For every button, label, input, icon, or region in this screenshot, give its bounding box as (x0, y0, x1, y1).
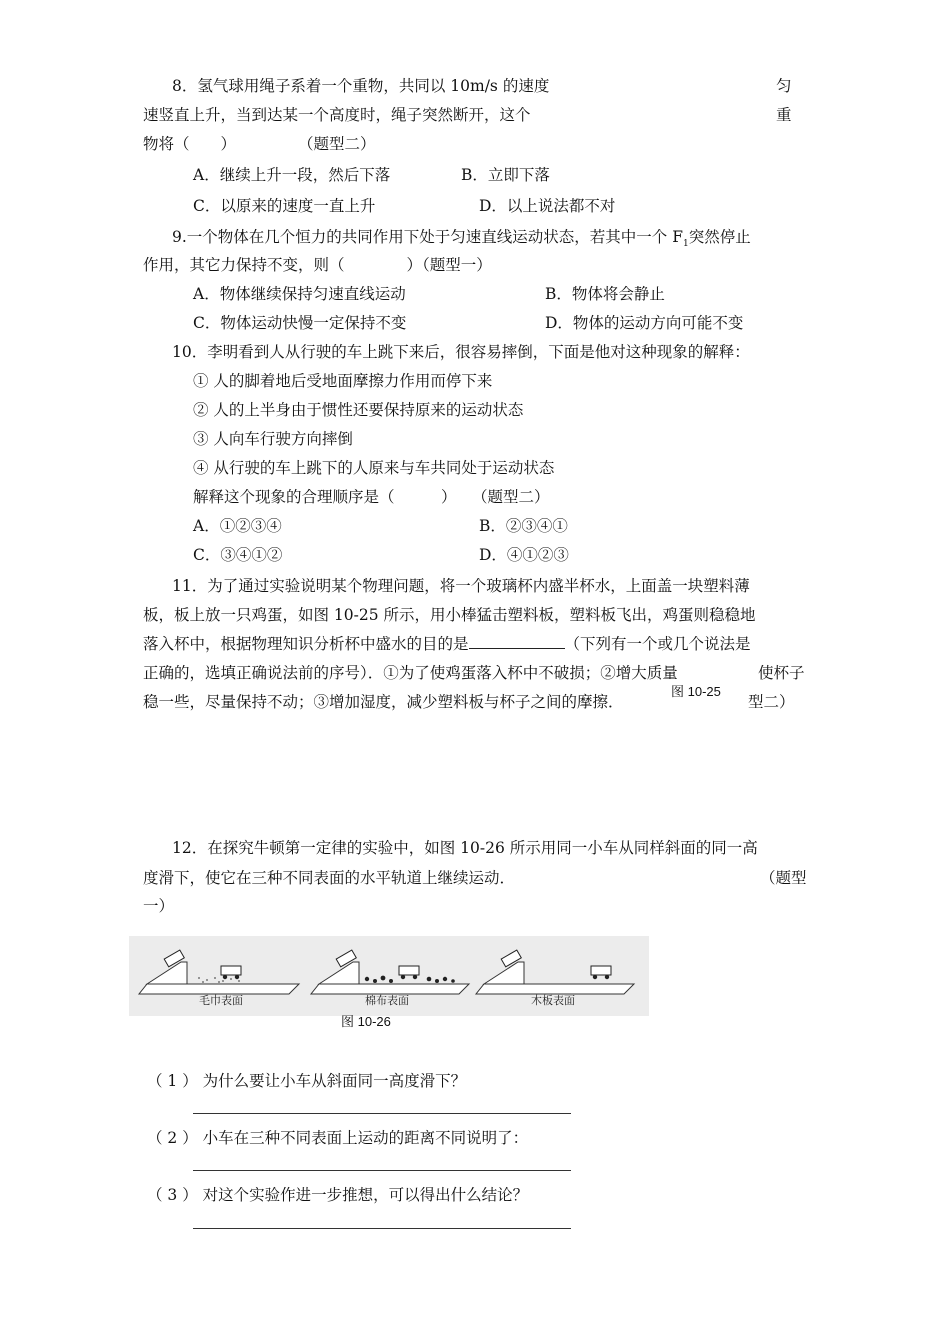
q9-line1-tail: 突然停止 (688, 228, 751, 246)
q9-option-c: C．物体运动快慢一定保持不变 (193, 314, 407, 332)
label-cotton-surface: 棉布表面 (365, 994, 409, 1007)
q10-option-d: D．④①②③ (479, 546, 569, 564)
q8-right1: 匀 (776, 77, 792, 95)
q12-tag-tail: 一） (143, 897, 175, 915)
q9-option-b: B．物体将会静止 (545, 285, 665, 303)
q8-option-a: A．继续上升一段，然后下落 (193, 166, 391, 184)
q12-sub-2-answer-line[interactable] (193, 1170, 571, 1171)
q10-statement-2: ② 人的上半身由于惯性还要保持原来的运动状态 (193, 401, 524, 419)
q10-option-a: A．①②③④ (193, 517, 282, 535)
q11-line3 (143, 634, 751, 654)
q11-line2: 板，板上放一只鸡蛋，如图 10-25 所示，用小棒猛击塑料板，塑料板飞出，鸡蛋则稳稳地 (143, 606, 756, 624)
q11-answer-blank[interactable] (469, 634, 565, 649)
q8-option-c: C．以原来的速度一直上升 (193, 197, 376, 215)
q11-line4: 正确的，选填正确说法前的序号）．①为了使鸡蛋落入杯中不破损；②增大质量 (143, 664, 678, 682)
q8-line3: 物将（ ） （题型二） (143, 135, 376, 153)
q12-sub-1: （ 1 ） 为什么要让小车从斜面同一高度滑下？ (147, 1072, 467, 1090)
q11-line3-tail: （下列有一个或几个说法是 (564, 635, 751, 653)
q9-subscript: 1 (682, 239, 689, 250)
q8-line1: 8．氢气球用绳子系着一个重物，共同以 10m/s 的速度 (172, 77, 550, 95)
q12-tag: （题型 (760, 869, 807, 887)
ramp-wood (476, 950, 634, 994)
q10-line1: 10．李明看到人从行驶的车上跳下来后，很容易摔倒，下面是他对这种现象的解释： (172, 343, 750, 361)
q11-line5-tail: 型二） (748, 693, 795, 711)
q12-sub-3-answer-line[interactable] (193, 1228, 571, 1229)
q10-option-c: C．③④①② (193, 546, 283, 564)
q12-sub-1-answer-line[interactable] (193, 1113, 571, 1114)
q9-line2: 作用，其它力保持不变，则（ ）（题型一） (143, 256, 492, 274)
q9-option-a: A．物体继续保持匀速直线运动 (193, 285, 406, 303)
label-wood-surface: 木板表面 (531, 994, 575, 1007)
ramp-towel (139, 950, 299, 994)
q10-statement-1: ① 人的脚着地后受地面摩擦力作用而停下来 (193, 372, 493, 390)
q11-line1: 11．为了通过实验说明某个物理问题，将一个玻璃杯内盛半杯水，上面盖一块塑料薄 (172, 577, 750, 595)
q12-sub-2: （ 2 ） 小车在三种不同表面上运动的距离不同说明了： (147, 1129, 529, 1147)
q12-line2: 度滑下，使它在三种不同表面的水平轨道上继续运动． (143, 869, 516, 887)
q10-statement-4: ④ 从行驶的车上跳下的人原来与车共同处于运动状态 (193, 459, 555, 477)
q9-line1-text: 9.一个物体在几个恒力的共同作用下处于匀速直线运动状态，若其中一个 F (172, 228, 683, 246)
q10-ask: 解释这个现象的合理顺序是（ ） （题型二） (193, 488, 550, 506)
q11-figure-caption: 图 10-25 (671, 684, 721, 699)
figure-10-26 (129, 936, 649, 1016)
q10-statement-3: ③ 人向车行驶方向摔倒 (193, 430, 353, 448)
q12-sub-3: （ 3 ） 对这个实验作进一步推想，可以得出什么结论？ (147, 1186, 529, 1204)
q8-option-b: B．立即下落 (461, 166, 550, 184)
q12-figure-caption: 图 10-26 (341, 1014, 391, 1029)
q9-option-d: D．物体的运动方向可能不变 (545, 314, 744, 332)
q8-line2: 速竖直上升，当到达某一个高度时，绳子突然断开，这个 (143, 106, 531, 124)
q12-line1: 12．在探究牛顿第一定律的实验中，如图 10-26 所示用同一小车从同样斜面的同一高 (172, 839, 758, 857)
q8-option-d: D．以上说法都不对 (479, 197, 616, 215)
q11-line3-text: 落入杯中，根据物理知识分析杯中盛水的目的是 (143, 635, 469, 653)
label-towel-surface: 毛巾表面 (199, 994, 243, 1007)
q11-line5: 稳一些，尽量保持不动；③增加湿度，减少塑料板与杯子之间的摩擦． (143, 693, 624, 711)
q10-option-b: B．②③④① (479, 517, 568, 535)
q11-line4-tail: 使杯子 (758, 664, 805, 682)
ramp-cotton (311, 950, 469, 994)
q9-line1 (172, 227, 751, 254)
q8-right2: 重 (776, 106, 792, 124)
